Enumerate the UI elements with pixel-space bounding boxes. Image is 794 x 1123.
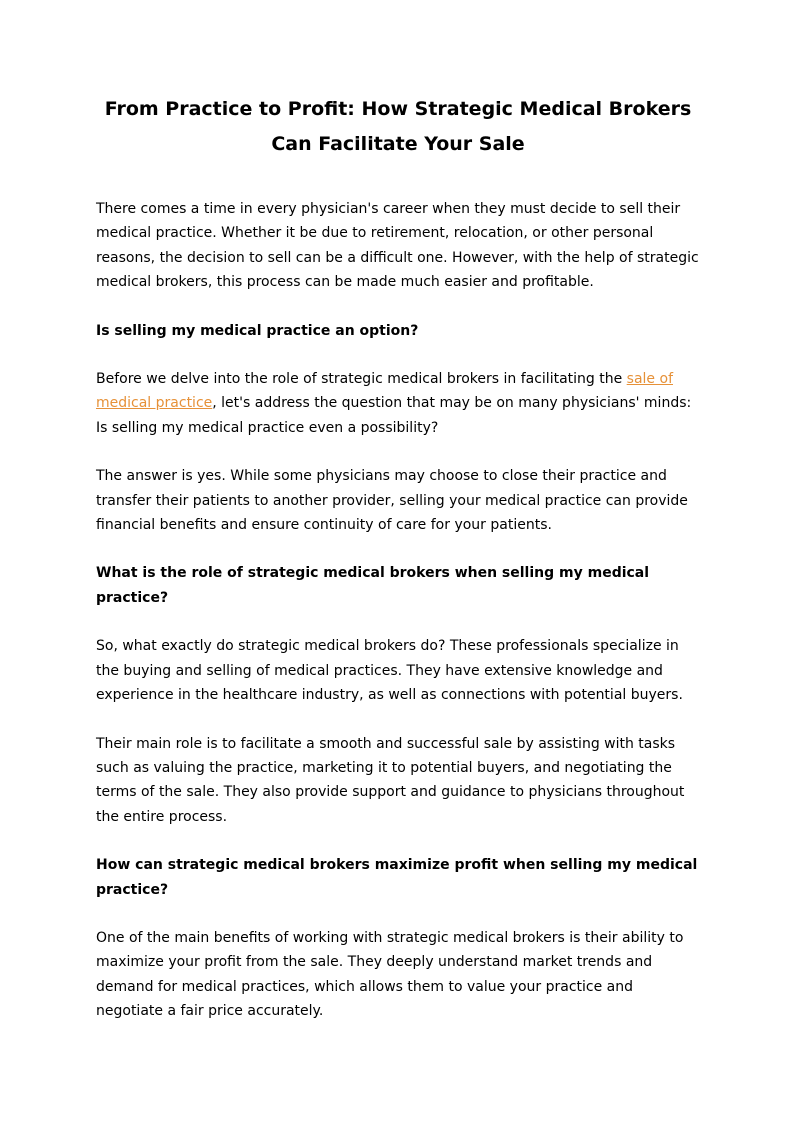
section3-paragraph-1: One of the main benefits of working with strategic medical brokers is their ability to maximize your profit from the sale. They deeply understand market trends and demand for medical practices, which allows them to value your practice and negotiate a fair price accurately.	[96, 929, 684, 1020]
document-page	[96, 92, 700, 1048]
section-heading-maximize-profit: How can strategic medical brokers maximize profit when selling my medical practice?	[96, 857, 698, 898]
intro-paragraph: There comes a time in every physician's career when they must decide to sell their medical practice. Whether it be due to retirement, relocation, or other personal reasons, the decision to sell can be a difficult one. However, with the help of strategic medical brokers, this process can be made much easier and profitable.	[96, 201, 699, 291]
section1-text-before-link: Before we delve into the role of strategic medical brokers in facilitating the	[96, 371, 627, 388]
section1-text-after-link: , let's address the question that may be on many physicians' minds: Is selling my medical practice even a possibility?	[96, 395, 692, 436]
section-heading-role: What is the role of strategic medical brokers when selling my medical practice?	[96, 565, 650, 606]
section2-paragraph-1: So, what exactly do strategic medical brokers do? These professionals specialize in the buying and selling of medical practices. They have extensive knowledge and experience in the healthcare industry, as well as connections with potential buyers.	[96, 638, 683, 704]
sale-of-medical-practice-link[interactable]: sale of medical practice	[96, 371, 673, 412]
section2-paragraph-2: Their main role is to facilitate a smooth and successful sale by assisting with tasks such as valuing the practice, marketing it to potential buyers, and negotiating the terms of the sale. They also provide support and guidance to physicians throughout the entire process.	[96, 735, 685, 825]
section1-paragraph-1	[96, 367, 700, 440]
section1-paragraph-2: The answer is yes. While some physicians may choose to close their practice and transfer their patients to another provider, selling your medical practice can provide financial benefits and ensure continuity of care for your patients.	[96, 468, 688, 534]
section-heading-option: Is selling my medical practice an option?	[96, 322, 419, 339]
page-title: From Practice to Profit: How Strategic Medical Brokers Can Facilitate Your Sale	[104, 98, 692, 155]
